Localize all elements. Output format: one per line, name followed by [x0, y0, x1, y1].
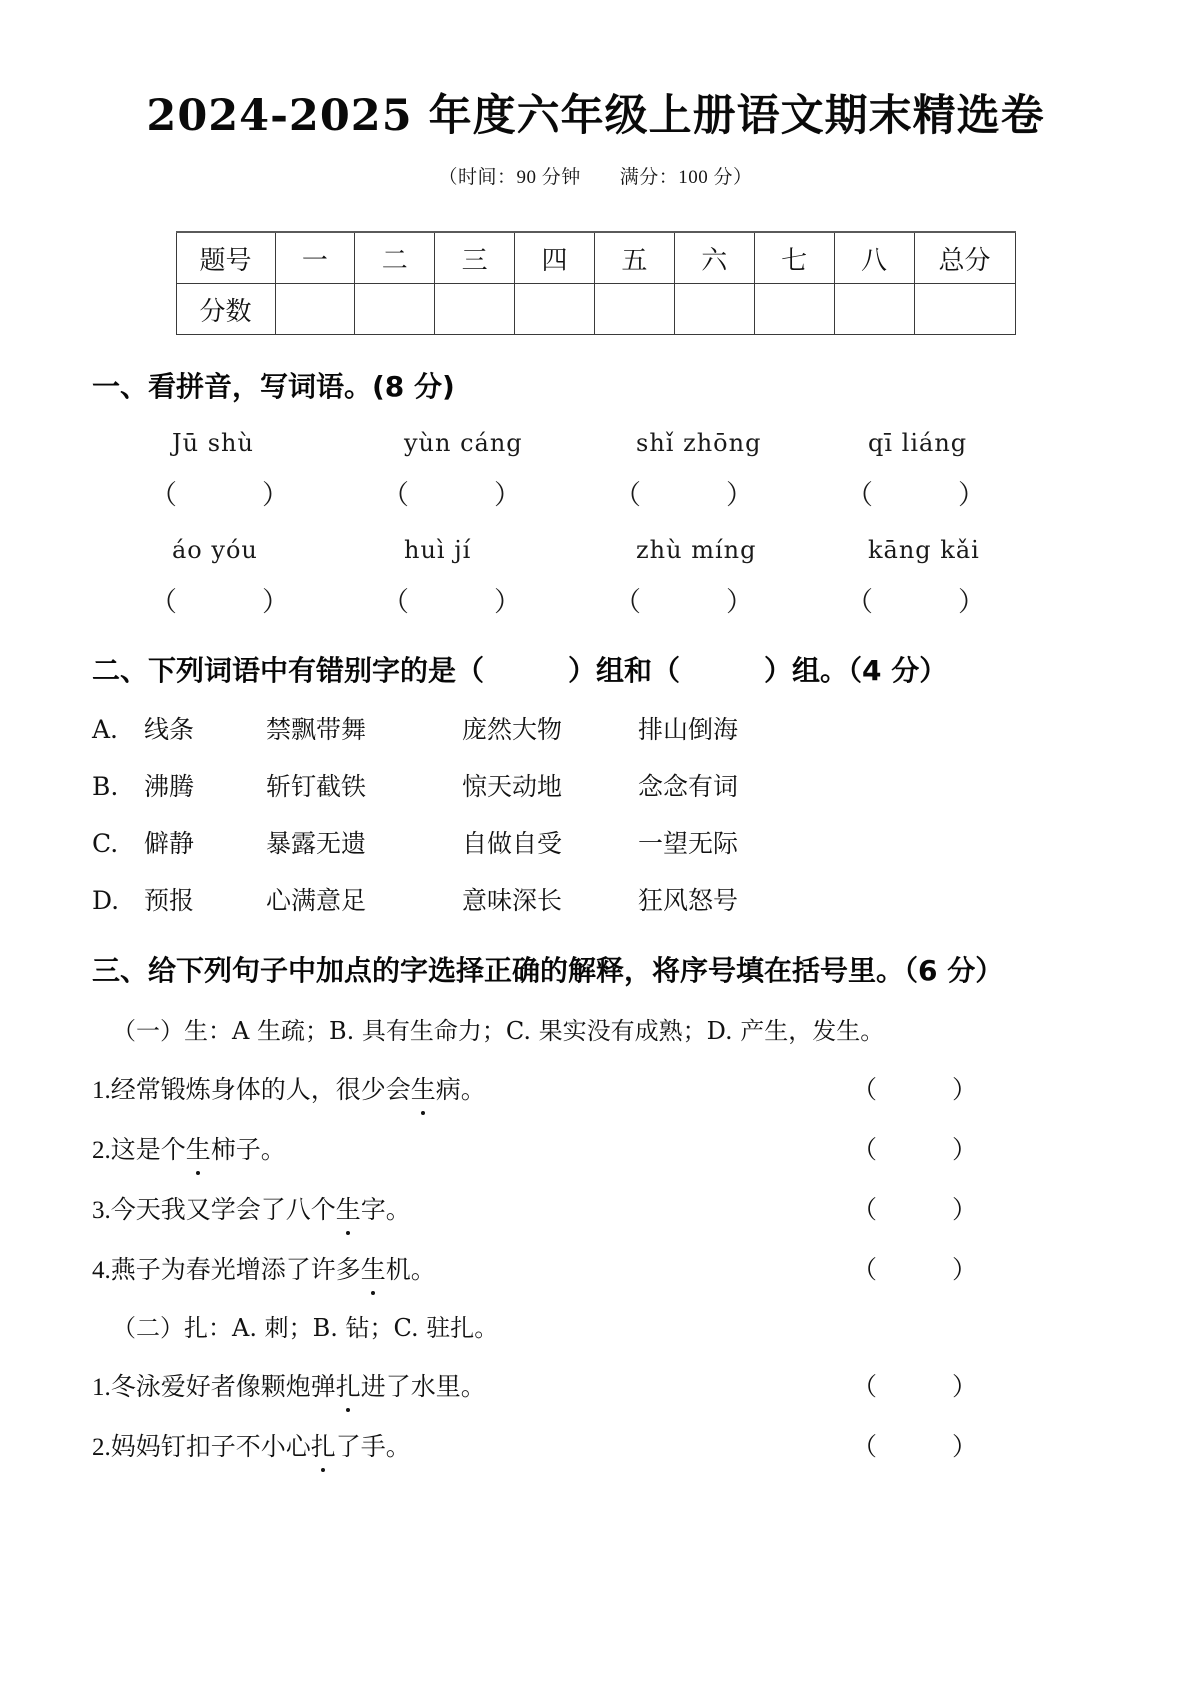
- question-text-after: 机。: [385, 1257, 436, 1285]
- option-row-a[interactable]: [92, 689, 1131, 746]
- dotted-character: 扎: [311, 1427, 336, 1463]
- question-text-before: 这是个: [110, 1137, 186, 1165]
- bracket-close: ）: [958, 480, 985, 511]
- answer-blank-7[interactable]: [614, 580, 846, 619]
- score-table-row-label-question: 题号: [176, 232, 275, 284]
- bracket-close: ）: [262, 480, 289, 511]
- option-a-word-3: 庞然大物: [462, 715, 563, 745]
- bracket-open: （: [614, 587, 641, 618]
- answer-bracket[interactable]: （ ）: [852, 1197, 978, 1225]
- section-three-heading: 三、给下列句子中加点的字选择正确的解释，将序号填在括号里。（6 分）: [92, 954, 1004, 988]
- option-d-word-3: 意味深长: [462, 886, 563, 916]
- bracket-close: ）: [494, 480, 521, 511]
- answer-blank-4[interactable]: [846, 473, 1078, 512]
- answer-blank-1[interactable]: [150, 473, 382, 512]
- question-text-before: 燕子为春光增添了许多: [110, 1257, 361, 1285]
- question-number: 1.: [92, 1374, 111, 1402]
- score-cell-5[interactable]: [595, 284, 675, 335]
- bracket-close: ）: [958, 587, 985, 618]
- section-three: [0, 917, 1191, 1463]
- question-number: 2.: [92, 1137, 111, 1165]
- answer-bracket[interactable]: （ ）: [852, 1374, 978, 1402]
- answer-blank-5[interactable]: [150, 580, 382, 619]
- dotted-character: 生: [336, 1190, 361, 1226]
- score-table-qnum-8: 八: [834, 232, 914, 284]
- option-a-word-2: 禁飘带舞: [266, 715, 367, 745]
- question-sheng-3: [92, 1166, 1131, 1226]
- answer-blank-8[interactable]: [846, 580, 1078, 619]
- exam-meta-subtitle: （时间：90 分钟 满分：100 分）: [438, 167, 753, 189]
- score-cell-3[interactable]: [435, 284, 515, 335]
- pinyin-4: qī liáng: [868, 429, 968, 458]
- answer-bracket[interactable]: （ ）: [852, 1137, 978, 1165]
- definition-line-zha: （二）扎：A. 刺；B. 钻；C. 驻扎。: [112, 1314, 499, 1343]
- bracket-open: （: [150, 480, 177, 511]
- question-number: 3.: [92, 1197, 111, 1225]
- section-one-heading: 一、看拼音，写词语。(8 分): [92, 370, 455, 404]
- score-table-total-label: 总分: [914, 232, 1015, 284]
- pinyin-7: zhù míng: [636, 536, 757, 565]
- score-table-qnum-3: 三: [435, 232, 515, 284]
- definition-line-sheng: （一）生：A 生疏；B. 具有生命力；C. 果实没有成熟；D. 产生，发生。: [112, 1017, 885, 1046]
- score-cell-1[interactable]: [275, 284, 355, 335]
- answer-bracket-row-1: [92, 457, 1131, 512]
- option-b-word-3: 惊天动地: [462, 772, 563, 802]
- bracket-open: （: [150, 587, 177, 618]
- question-zha-1: [92, 1343, 1131, 1403]
- option-key-b: B.: [92, 772, 119, 802]
- option-a-word-1: 线条: [144, 715, 195, 745]
- question-text-before: 妈妈钉扣子不小心: [110, 1434, 311, 1462]
- option-key-a: A.: [92, 715, 119, 745]
- score-cell-7[interactable]: [754, 284, 834, 335]
- score-cell-4[interactable]: [515, 284, 595, 335]
- pinyin-3: shǐ zhōng: [636, 429, 762, 458]
- score-cell-6[interactable]: [674, 284, 754, 335]
- question-number: 4.: [92, 1257, 111, 1285]
- section-one: [0, 335, 1191, 619]
- question-sheng-1: [92, 1046, 1131, 1106]
- question-text-after: 进了水里。: [360, 1374, 486, 1402]
- option-row-b[interactable]: [92, 746, 1131, 803]
- answer-bracket[interactable]: （ ）: [852, 1077, 978, 1105]
- score-table-container: [0, 189, 1191, 335]
- question-text-before: 经常锻炼身体的人，很少会: [110, 1077, 411, 1105]
- bracket-open: （: [382, 587, 409, 618]
- option-c-word-4: 一望无际: [638, 829, 739, 859]
- option-row-d[interactable]: [92, 860, 1131, 917]
- pinyin-1: Jū shù: [172, 429, 254, 458]
- option-row-c[interactable]: [92, 803, 1131, 860]
- pinyin-5: áo yóu: [172, 536, 258, 565]
- option-c-word-2: 暴露无遗: [266, 829, 367, 859]
- question-sheng-4: [92, 1226, 1131, 1286]
- option-b-word-2: 斩钉截铁: [266, 772, 367, 802]
- bracket-close: ）: [726, 587, 753, 618]
- option-key-d: D.: [92, 886, 120, 916]
- answer-bracket[interactable]: （ ）: [852, 1257, 978, 1285]
- score-cell-2[interactable]: [355, 284, 435, 335]
- table-row-scores: [176, 284, 1015, 335]
- score-cell-8[interactable]: [834, 284, 914, 335]
- option-d-word-1: 预报: [144, 886, 195, 916]
- option-c-word-3: 自做自受: [462, 829, 563, 859]
- question-text-after: 字。: [360, 1197, 411, 1225]
- bracket-open: （: [846, 480, 873, 511]
- bracket-close: ）: [262, 587, 289, 618]
- pinyin-6: huì jí: [404, 536, 472, 565]
- score-table-qnum-7: 七: [754, 232, 834, 284]
- dotted-character: 扎: [336, 1367, 361, 1403]
- section-two-heading: 二、下列词语中有错别字的是（ ）组和（ ）组。（4 分）: [92, 654, 948, 688]
- answer-bracket-row-2: [92, 564, 1131, 619]
- question-text-before: 冬泳爱好者像颗炮弹: [110, 1374, 336, 1402]
- score-table-qnum-4: 四: [515, 232, 595, 284]
- option-d-word-2: 心满意足: [266, 886, 367, 916]
- dotted-character: 生: [361, 1250, 386, 1286]
- dotted-character: 生: [186, 1130, 211, 1166]
- answer-blank-6[interactable]: [382, 580, 614, 619]
- question-text-after: 了手。: [335, 1434, 411, 1462]
- score-table-row-label-score: 分数: [176, 284, 275, 335]
- bracket-close: ）: [726, 480, 753, 511]
- question-text-before: 今天我又学会了八个: [110, 1197, 336, 1225]
- answer-bracket[interactable]: （ ）: [852, 1434, 978, 1462]
- score-table-qnum-2: 二: [355, 232, 435, 284]
- option-b-word-4: 念念有词: [638, 772, 739, 802]
- pinyin-row-2: [92, 512, 1131, 564]
- score-table-qnum-5: 五: [595, 232, 675, 284]
- question-text-after: 病。: [435, 1077, 486, 1105]
- bracket-open: （: [614, 480, 641, 511]
- score-table-qnum-1: 一: [275, 232, 355, 284]
- pinyin-2: yùn cáng: [404, 429, 523, 458]
- question-number: 1.: [92, 1077, 111, 1105]
- question-number: 2.: [92, 1434, 111, 1462]
- answer-blank-2[interactable]: [382, 473, 614, 512]
- question-sheng-2: [92, 1106, 1131, 1166]
- option-a-word-4: 排山倒海: [638, 715, 739, 745]
- bracket-close: ）: [494, 587, 521, 618]
- bracket-open: （: [382, 480, 409, 511]
- answer-blank-3[interactable]: [614, 473, 846, 512]
- dotted-character: 生: [411, 1070, 436, 1106]
- pinyin-8: kāng kǎi: [868, 536, 980, 565]
- question-text-after: 柿子。: [210, 1137, 286, 1165]
- option-c-word-1: 僻静: [144, 829, 195, 859]
- question-zha-2: [92, 1403, 1131, 1463]
- page-title: 2024-2025 年度六年级上册语文期末精选卷: [146, 91, 1045, 141]
- score-table-qnum-6: 六: [674, 232, 754, 284]
- bracket-open: （: [846, 587, 873, 618]
- option-key-c: C.: [92, 829, 119, 859]
- section-two: [0, 619, 1191, 917]
- score-table: [176, 231, 1016, 335]
- pinyin-row-1: [92, 405, 1131, 457]
- score-cell-total[interactable]: [914, 284, 1015, 335]
- option-d-word-4: 狂风怒号: [638, 886, 739, 916]
- option-b-word-1: 沸腾: [144, 772, 195, 802]
- table-row-question-numbers: [176, 232, 1015, 284]
